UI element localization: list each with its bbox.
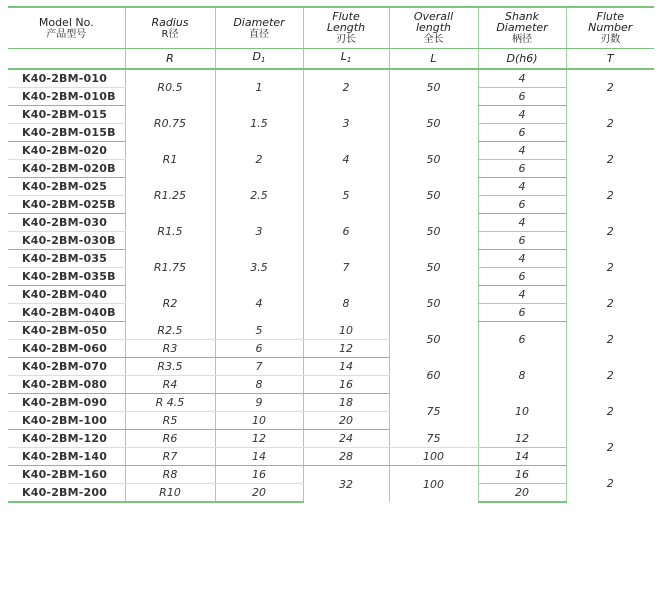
model-header: Model No. 产品型号 <box>8 7 125 49</box>
table-row <box>8 250 654 268</box>
shank-cell: 4 <box>478 69 566 88</box>
model-cell: K40-2BM-060 <box>8 340 125 358</box>
diameter-cell: 10 <box>215 412 303 430</box>
table-row <box>8 142 654 160</box>
shank-cell: 4 <box>478 250 566 268</box>
model-symbol <box>8 49 125 70</box>
overall-cell: 75 <box>389 430 478 448</box>
model-cell: K40-2BM-040B <box>8 304 125 322</box>
shank-cell: 6 <box>478 160 566 178</box>
flutes-cell: 2 <box>566 286 654 322</box>
diameter-cell: 6 <box>215 340 303 358</box>
spec-table <box>8 6 654 503</box>
flute-length-cell: 2 <box>303 69 389 106</box>
flute-length-cell: 28 <box>303 448 389 466</box>
radius-cell: R0.75 <box>125 106 215 142</box>
model-cell: K40-2BM-035B <box>8 268 125 286</box>
flute-number-header: Flute Number 刃数 <box>566 7 654 49</box>
model-cell: K40-2BM-025B <box>8 196 125 214</box>
flutes-cell: 2 <box>566 250 654 286</box>
flute-length-cell: 7 <box>303 250 389 286</box>
diameter-symbol: $D_1$ <box>215 49 303 70</box>
diameter-cell: 9 <box>215 394 303 412</box>
flutes-cell: 2 <box>566 322 654 358</box>
shank-diameter-header: Shank Diameter 柄径 <box>478 7 566 49</box>
overall-cell: 50 <box>389 322 478 358</box>
diameter-cell: 8 <box>215 376 303 394</box>
shank-cell: 6 <box>478 88 566 106</box>
shank-cell: 14 <box>478 448 566 466</box>
radius-header: Radius R径 <box>125 7 215 49</box>
table-row <box>8 448 654 466</box>
flute-length-cell: 20 <box>303 412 389 430</box>
flute-length-cell: 18 <box>303 394 389 412</box>
overall-cell: 50 <box>389 106 478 142</box>
table-row <box>8 214 654 232</box>
radius-cell: R1.25 <box>125 178 215 214</box>
model-cell: K40-2BM-020 <box>8 142 125 160</box>
table-row <box>8 69 654 88</box>
flute-length-symbol: $L_1$ <box>303 49 389 70</box>
flute-length-cell: 10 <box>303 322 389 340</box>
model-cell: K40-2BM-020B <box>8 160 125 178</box>
diameter-cell: 3 <box>215 214 303 250</box>
model-cell: K40-2BM-200 <box>8 484 125 503</box>
model-cell: K40-2BM-080 <box>8 376 125 394</box>
overall-cell: 50 <box>389 178 478 214</box>
shank-merged-cell: 8 <box>478 358 566 394</box>
table-row <box>8 394 654 412</box>
model-cell: K40-2BM-015 <box>8 106 125 124</box>
flutes-cell: 2 <box>566 358 654 394</box>
shank-cell: 16 <box>478 466 566 484</box>
radius-cell: R8 <box>125 466 215 484</box>
table-row <box>8 358 654 376</box>
table-row <box>8 286 654 304</box>
flutes-cell: 2 <box>566 178 654 214</box>
model-cell: K40-2BM-100 <box>8 412 125 430</box>
flute-length-cell: 3 <box>303 106 389 142</box>
shank-cell: 4 <box>478 214 566 232</box>
overall-cell: 60 <box>389 358 478 394</box>
model-cell: K40-2BM-070 <box>8 358 125 376</box>
diameter-cell: 14 <box>215 448 303 466</box>
overall-cell: 100 <box>389 466 478 503</box>
spec-table-body <box>8 69 654 502</box>
overall-cell: 50 <box>389 69 478 106</box>
diameter-cell: 4 <box>215 286 303 322</box>
flute-length-cell: 14 <box>303 358 389 376</box>
shank-cell: 6 <box>478 268 566 286</box>
radius-cell: R1.75 <box>125 250 215 286</box>
model-cell: K40-2BM-010B <box>8 88 125 106</box>
overall-cell: 50 <box>389 286 478 322</box>
shank-cell: 6 <box>478 196 566 214</box>
diameter-cell: 2 <box>215 142 303 178</box>
shank-cell: 6 <box>478 304 566 322</box>
overall-cell: 50 <box>389 250 478 286</box>
shank-merged-cell: 6 <box>478 322 566 358</box>
table-row <box>8 430 654 448</box>
flute-length-cell: 5 <box>303 178 389 214</box>
header-row <box>8 7 654 49</box>
table-row <box>8 178 654 196</box>
radius-cell: R3 <box>125 340 215 358</box>
shank-cell: 4 <box>478 286 566 304</box>
flute-length-cell: 32 <box>303 466 389 503</box>
flutes-cell: 2 <box>566 214 654 250</box>
diameter-header: Diameter 直径 <box>215 7 303 49</box>
flutes-cell: 2 <box>566 142 654 178</box>
flutes-cell: 2 <box>566 106 654 142</box>
model-cell: K40-2BM-015B <box>8 124 125 142</box>
radius-cell: R1 <box>125 142 215 178</box>
model-cell: K40-2BM-010 <box>8 69 125 88</box>
flute-length-header: Flute Length 刃长 <box>303 7 389 49</box>
shank-diameter-symbol: D(h6) <box>478 49 566 70</box>
flute-number-symbol: T <box>566 49 654 70</box>
model-cell: K40-2BM-090 <box>8 394 125 412</box>
shank-cell: 4 <box>478 142 566 160</box>
flutes-cell: 2 <box>566 394 654 430</box>
flute-length-cell: 24 <box>303 430 389 448</box>
flutes-cell: 2 <box>566 430 654 466</box>
radius-cell: R1.5 <box>125 214 215 250</box>
model-cell: K40-2BM-140 <box>8 448 125 466</box>
diameter-cell: 16 <box>215 466 303 484</box>
model-cell: K40-2BM-025 <box>8 178 125 196</box>
shank-cell: 4 <box>478 106 566 124</box>
radius-cell: R4 <box>125 376 215 394</box>
table-row <box>8 106 654 124</box>
overall-cell: 50 <box>389 142 478 178</box>
radius-cell: R3.5 <box>125 358 215 376</box>
diameter-cell: 20 <box>215 484 303 503</box>
symbol-row <box>8 49 654 70</box>
model-cell: K40-2BM-050 <box>8 322 125 340</box>
radius-cell: R6 <box>125 430 215 448</box>
diameter-cell: 5 <box>215 322 303 340</box>
shank-cell: 6 <box>478 232 566 250</box>
flutes-cell: 2 <box>566 69 654 106</box>
flute-length-cell: 8 <box>303 286 389 322</box>
model-cell: K40-2BM-035 <box>8 250 125 268</box>
shank-cell: 6 <box>478 124 566 142</box>
flute-length-cell: 16 <box>303 376 389 394</box>
diameter-cell: 12 <box>215 430 303 448</box>
diameter-cell: 3.5 <box>215 250 303 286</box>
diameter-cell: 7 <box>215 358 303 376</box>
radius-cell: R10 <box>125 484 215 503</box>
overall-cell: 50 <box>389 214 478 250</box>
radius-cell: R7 <box>125 448 215 466</box>
flute-length-cell: 12 <box>303 340 389 358</box>
model-cell: K40-2BM-160 <box>8 466 125 484</box>
diameter-cell: 1.5 <box>215 106 303 142</box>
radius-cell: R2 <box>125 286 215 322</box>
overall-length-header: Overall length 全长 <box>389 7 478 49</box>
shank-cell: 12 <box>478 430 566 448</box>
overall-cell: 75 <box>389 394 478 430</box>
flute-length-cell: 4 <box>303 142 389 178</box>
radius-cell: R0.5 <box>125 69 215 106</box>
overall-cell: 100 <box>389 448 478 466</box>
diameter-cell: 1 <box>215 69 303 106</box>
model-cell: K40-2BM-030 <box>8 214 125 232</box>
flutes-cell: 2 <box>566 466 654 503</box>
radius-cell: R 4.5 <box>125 394 215 412</box>
shank-cell: 20 <box>478 484 566 503</box>
model-cell: K40-2BM-120 <box>8 430 125 448</box>
shank-cell: 4 <box>478 178 566 196</box>
radius-cell: R2.5 <box>125 322 215 340</box>
diameter-cell: 2.5 <box>215 178 303 214</box>
flute-length-cell: 6 <box>303 214 389 250</box>
radius-cell: R5 <box>125 412 215 430</box>
overall-length-symbol: L <box>389 49 478 70</box>
model-cell: K40-2BM-030B <box>8 232 125 250</box>
shank-merged-cell: 10 <box>478 394 566 430</box>
table-row <box>8 466 654 484</box>
radius-symbol: R <box>125 49 215 70</box>
model-cell: K40-2BM-040 <box>8 286 125 304</box>
table-row <box>8 322 654 340</box>
